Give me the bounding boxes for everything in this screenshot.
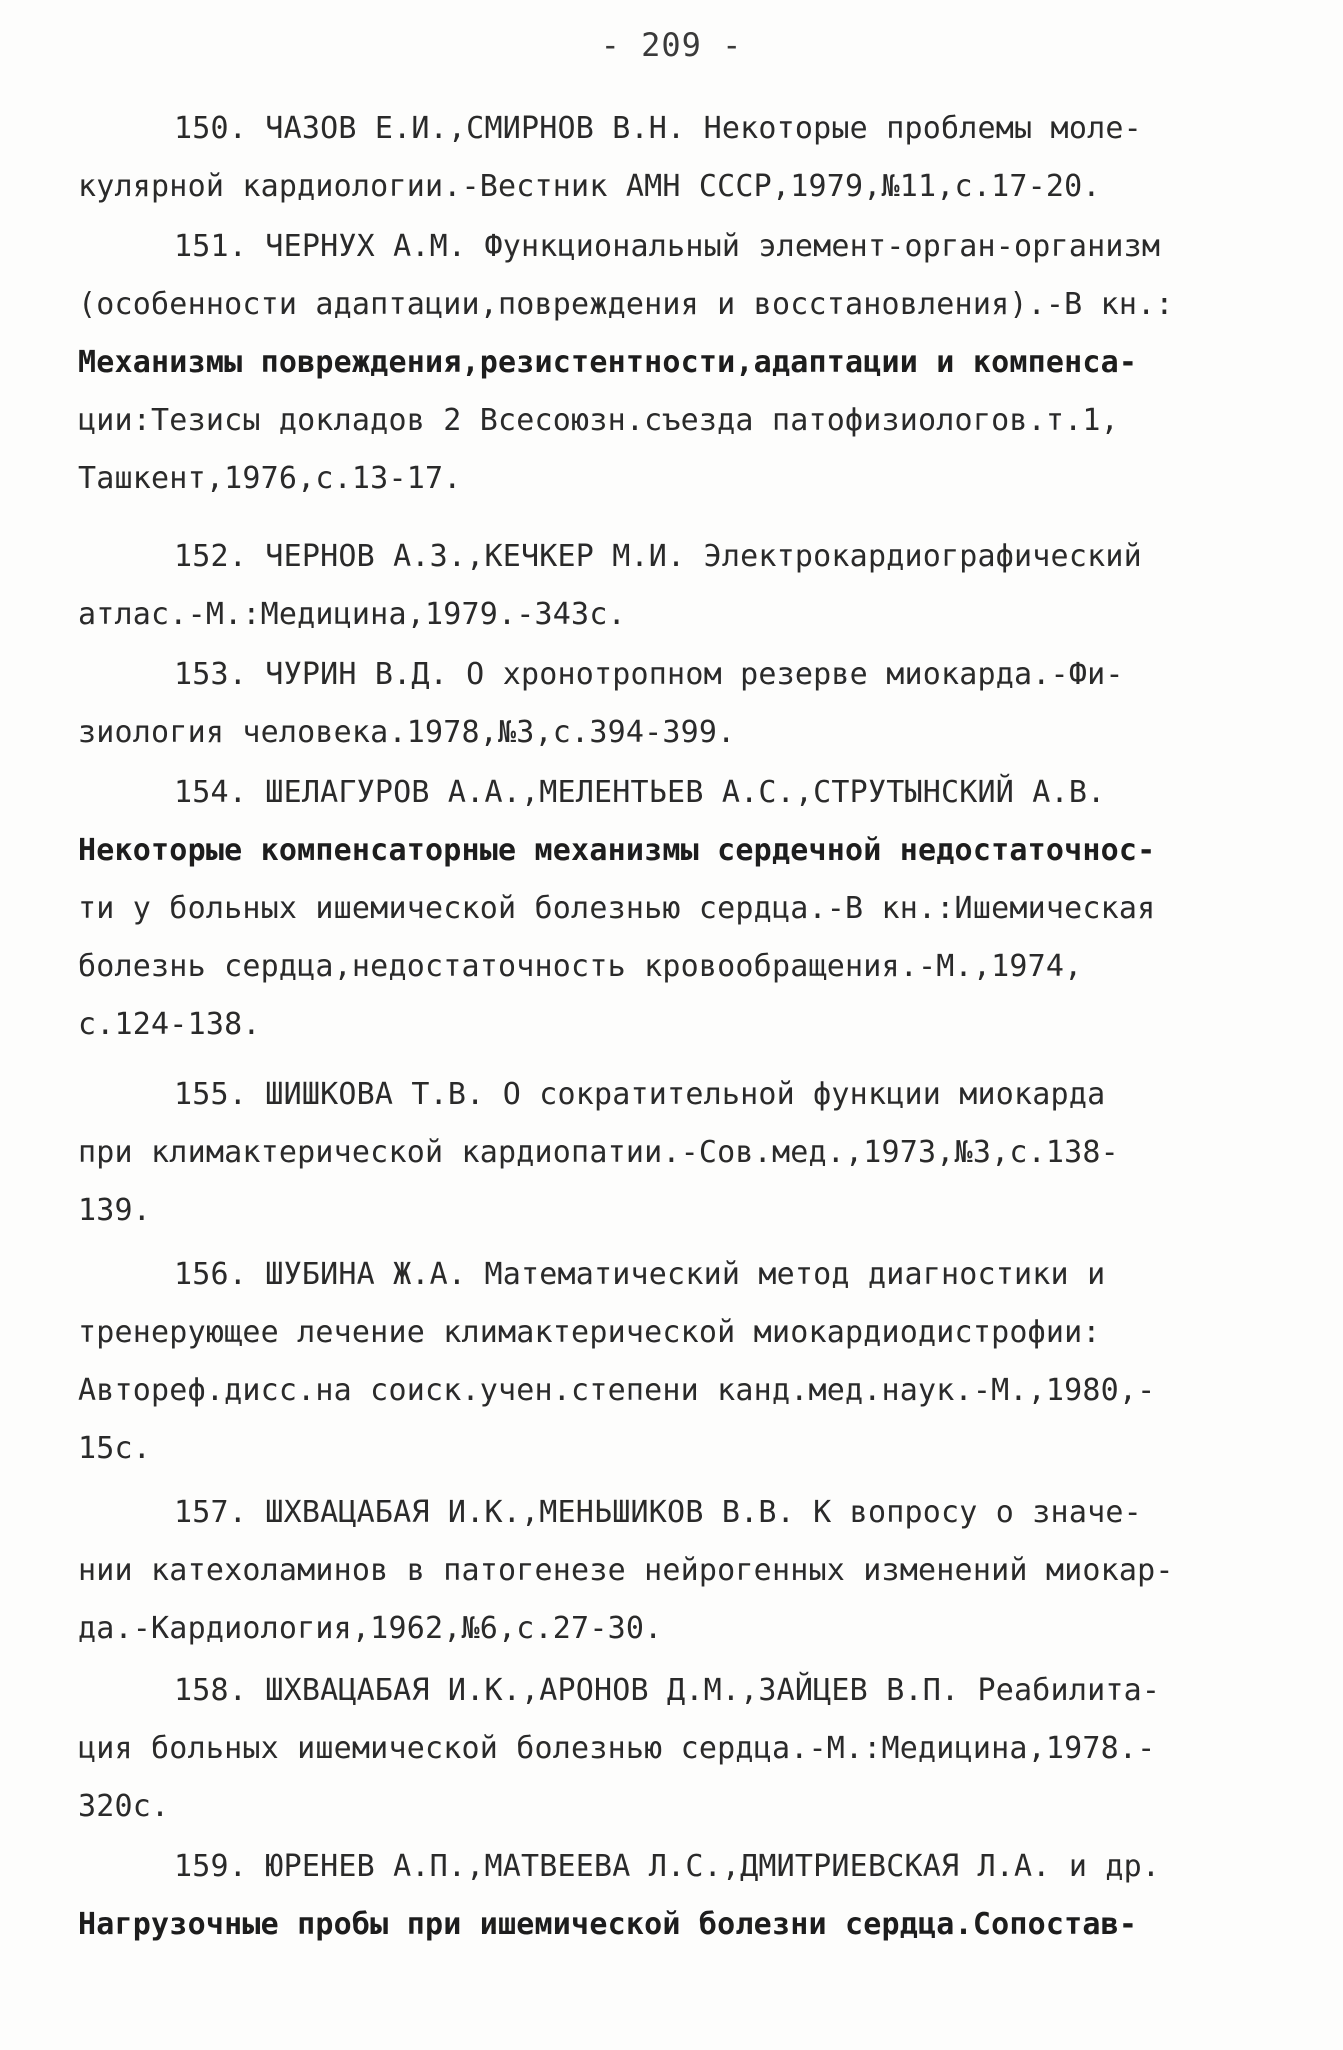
reference-157 bbox=[78, 1484, 1278, 1658]
reference-line: зиология человека.1978,№3,с.394-399. bbox=[78, 715, 736, 750]
reference-line: ции:Тезисы докладов 2 Всесоюзн.съезда патофизиологов.т.1, bbox=[78, 403, 1119, 438]
reference-line: Автореф.дисс.на соиск.учен.степени канд.мед.наук.-М.,1980,- bbox=[78, 1373, 1156, 1408]
reference-line: Ташкент,1976,с.13-17. bbox=[78, 461, 462, 496]
reference-line: 157. ШХВАЦАБАЯ И.К.,МЕНЬШИКОВ В.В. К вопросу о значе- bbox=[174, 1495, 1142, 1530]
reference-156 bbox=[78, 1246, 1278, 1478]
reference-line: Нагрузочные пробы при ишемической болезни сердца.Сопостав- bbox=[78, 1907, 1138, 1942]
reference-159 bbox=[78, 1838, 1278, 1954]
reference-line: ти у больных ишемической болезнью сердца.-В кн.:Ишемическая bbox=[78, 891, 1156, 926]
reference-line: тренерующее лечение климактерической миокардиодистрофии: bbox=[78, 1315, 1101, 1350]
reference-155 bbox=[78, 1066, 1278, 1240]
reference-line: 155. ШИШКОВА Т.В. О сократительной функции миокарда bbox=[174, 1077, 1106, 1112]
reference-line: 156. ШУБИНА Ж.А. Математический метод диагностики и bbox=[174, 1257, 1106, 1292]
reference-line: (особенности адаптации,повреждения и восстановления).-В кн.: bbox=[78, 287, 1174, 322]
reference-line: кулярной кардиологии.-Вестник АМН СССР,1979,№11,с.17-20. bbox=[78, 169, 1101, 204]
reference-line: 15с. bbox=[78, 1431, 152, 1466]
reference-line: нии катехоламинов в патогенезе нейрогенных изменений миокар- bbox=[78, 1553, 1174, 1588]
reference-line: с.124-138. bbox=[78, 1007, 261, 1042]
reference-152 bbox=[78, 528, 1278, 644]
reference-151 bbox=[78, 218, 1278, 508]
reference-line: атлас.-М.:Медицина,1979.-343с. bbox=[78, 597, 626, 632]
reference-line: 139. bbox=[78, 1193, 152, 1228]
reference-line: 158. ШХВАЦАБАЯ И.К.,АРОНОВ Д.М.,ЗАЙЦЕВ В.П. Реабилита- bbox=[174, 1673, 1161, 1708]
reference-153 bbox=[78, 646, 1278, 762]
reference-150 bbox=[78, 100, 1278, 216]
reference-line: 150. ЧАЗОВ Е.И.,СМИРНОВ В.Н. Некоторые проблемы моле- bbox=[174, 111, 1142, 146]
reference-line: ция больных ишемической болезнью сердца.-М.:Медицина,1978.- bbox=[78, 1731, 1156, 1766]
reference-154 bbox=[78, 764, 1278, 1054]
reference-line: да.-Кардиология,1962,№6,с.27-30. bbox=[78, 1611, 663, 1646]
reference-line: 159. ЮРЕНЕВ А.П.,МАТВЕЕВА Л.С.,ДМИТРИЕВСКАЯ Л.А. и др. bbox=[174, 1849, 1161, 1884]
reference-line: 151. ЧЕРНУХ А.М. Функциональный элемент-орган-организм bbox=[174, 229, 1161, 264]
page-number: - 209 - bbox=[600, 26, 743, 64]
reference-line: Некоторые компенсаторные механизмы сердечной недостаточнос- bbox=[78, 833, 1156, 868]
reference-line: при климактерической кардиопатии.-Сов.мед.,1973,№3,с.138- bbox=[78, 1135, 1119, 1170]
reference-line: 153. ЧУРИН В.Д. О хронотропном резерве миокарда.-Фи- bbox=[174, 657, 1124, 692]
reference-line: Механизмы повреждения,резистентности,адаптации и компенса- bbox=[78, 345, 1138, 380]
reference-line: 154. ШЕЛАГУРОВ А.А.,МЕЛЕНТЬЕВ А.С.,СТРУТЫНСКИЙ А.В. bbox=[174, 775, 1106, 810]
reference-line: 320с. bbox=[78, 1789, 170, 1824]
reference-line: болезнь сердца,недостаточность кровообращения.-М.,1974, bbox=[78, 949, 1083, 984]
reference-line: 152. ЧЕРНОВ А.З.,КЕЧКЕР М.И. Электрокардиографический bbox=[174, 539, 1142, 574]
reference-158 bbox=[78, 1662, 1278, 1836]
